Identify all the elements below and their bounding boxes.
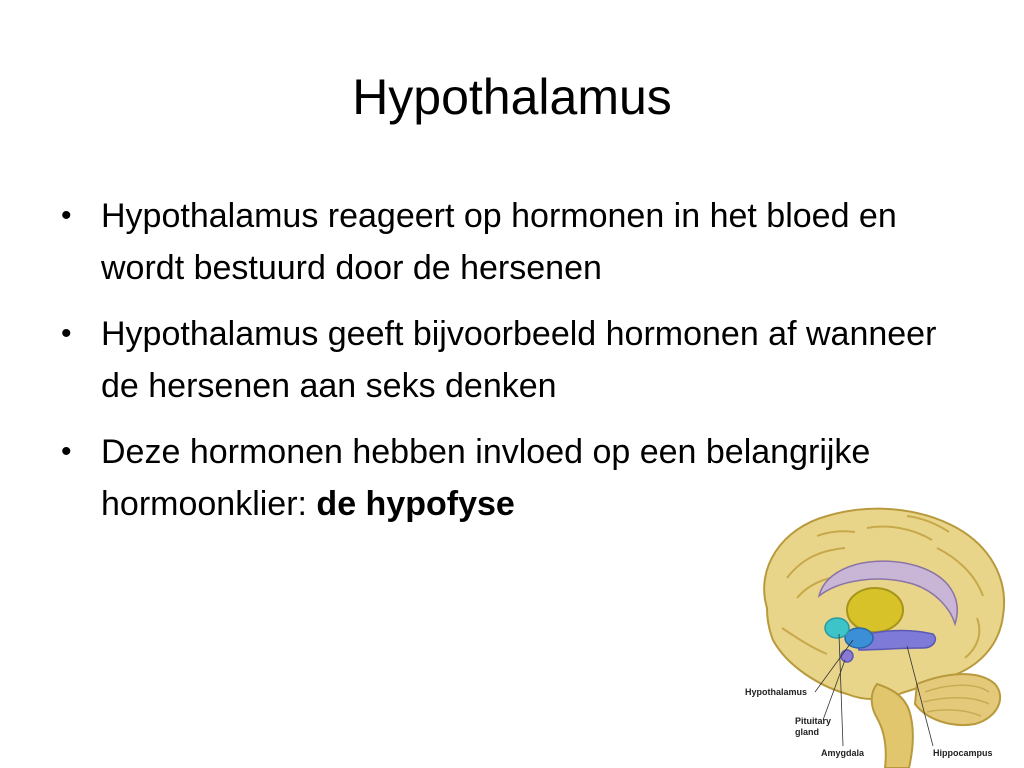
bullet-marker: • <box>61 199 72 232</box>
label-pituitary-line1: Pituitary <box>795 716 832 726</box>
bullet-text: Deze hormonen hebben invloed op een belangrijke hormoonklier: <box>101 433 871 523</box>
brainstem <box>872 684 913 768</box>
bullet-marker: • <box>61 317 72 350</box>
label-hippocampus: Hippocampus <box>933 748 993 758</box>
bullet-item <box>58 308 958 412</box>
cerebellum <box>915 674 1000 725</box>
thalamus <box>847 588 903 632</box>
label-pituitary-line2: gland <box>795 727 819 737</box>
amygdala-region <box>825 618 849 638</box>
bullet-bold-text: de hypofyse <box>316 485 515 523</box>
pituitary-gland <box>841 650 853 662</box>
bullet-marker: • <box>61 435 72 468</box>
slide-title: Hypothalamus <box>352 69 672 125</box>
bullet-item <box>58 190 958 294</box>
label-amygdala: Amygdala <box>821 748 865 758</box>
brain-diagram <box>727 488 1017 768</box>
label-hypothalamus: Hypothalamus <box>745 687 808 697</box>
bullet-text: Hypothalamus reageert op hormonen in het bloed en wordt bestuurd door de hersenen <box>101 197 897 287</box>
bullet-text: Hypothalamus geeft bijvoorbeeld hormonen af wanneer de hersenen aan seks denken <box>101 315 937 405</box>
brain-illustration <box>727 488 1017 768</box>
